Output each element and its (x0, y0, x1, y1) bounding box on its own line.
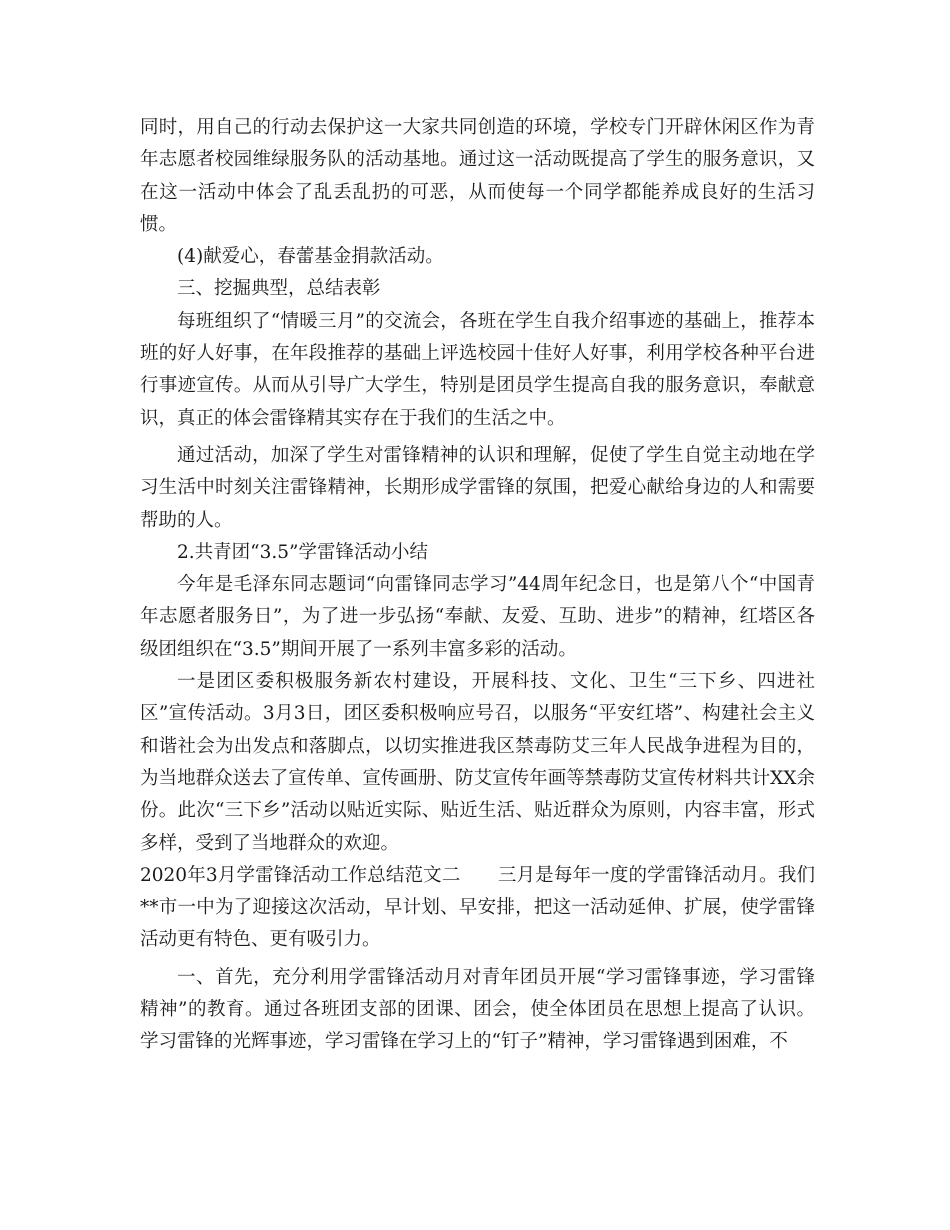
paragraph-first-point: 一、首先，充分利用学雷锋活动月对青年团员开展“学习雷锋事迹，学习雷锋精神”的教育。通过各班团支部的团课、团会，使全体团员在思想上提高了认识。学习雷锋的光辉事迹，学习雷锋在学习上的“钉子”精神，学习雷锋遇到困难，不 (140, 966, 815, 1053)
document-page (140, 112, 815, 1059)
paragraph-summary-two: 2020年3月学雷锋活动工作总结范文二 三月是每年一度的学雷锋活动月。我们**市一中为了迎接这次活动，早计划、早安排，把这一活动延伸、扩展，使学雷锋活动更有特色、更有吸引力。 (140, 864, 815, 951)
paragraph-donation: (4)献爱心，春蕾基金捐款活动。 (177, 246, 444, 268)
paragraph-environment: 同时，用自己的行动去保护这一大家共同创造的环境，学校专门开辟休闲区作为青年志愿者校园维绿服务队的活动基地。通过这一活动既提高了学生的服务意识，又在这一活动中体会了乱丢乱扔的可恶，从而使每一个同学都能养成良好的生活习惯。 (140, 117, 815, 235)
subheading-youth-league: 2.共青团“3.5”学雷锋活动小结 (177, 541, 428, 563)
paragraph-anniversary: 今年是毛泽东同志题词“向雷锋同志学习”44周年纪念日，也是第八个“中国青年志愿者服务日”，为了进一步弘扬“奉献、友爱、互助、进步”的精神，红塔区各级团组织在“3.5”期间开展了一系列丰富多彩的活动。 (140, 574, 815, 660)
section-heading-3: 三、挖掘典型，总结表彰 (177, 278, 381, 300)
paragraph-activity-effect: 通过活动，加深了学生对雷锋精神的认识和理解，促使了学生自觉主动地在学习生活中时刻关注雷锋精神，长期形成学雷锋的氛围，把爱心献给身边的人和需要帮助的人。 (140, 444, 815, 531)
paragraph-countryside-service: 一是团区委积极服务新农村建设，开展科技、文化、卫生“三下乡、四进社区”宣传活动。3月3日，团区委积极响应号召，以服务“平安红塔”、构建社会主义和谐社会为出发点和落脚点，以切实推进我区禁毒防艾三年人民战争进程为目的，为当地群众送去了宣传单、宣传画册、防艾宣传年画等禁毒防艾宣传材料共计XX余份。此次“三下乡”活动以贴近实际、贴近生活、贴近群众为原则，内容丰富，形式多样，受到了当地群众的欢迎。 (140, 671, 815, 854)
paragraph-exchange-meeting: 每班组织了“情暖三月”的交流会，各班在学生自我介绍事迹的基础上，推荐本班的好人好事，在年段推荐的基础上评选校园十佳好人好事，利用学校各种平台进行事迹宣传。从而从引导广大学生，特别是团员学生提高自我的服务意识，奉献意识，真正的体会雷锋精其实存在于我们的生活之中。 (140, 310, 815, 429)
